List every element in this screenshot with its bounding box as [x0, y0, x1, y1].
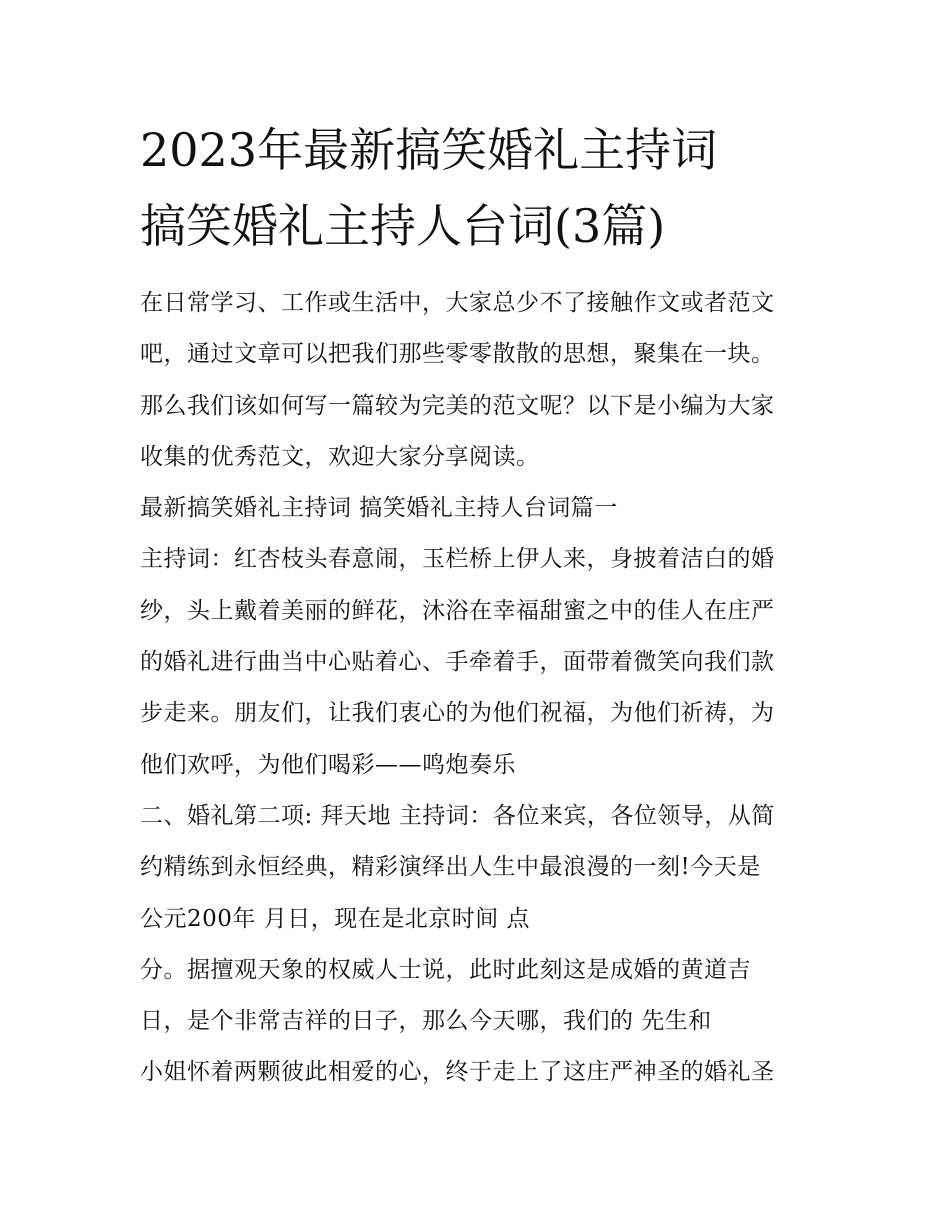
body-line: 那么我们该如何写一篇较为完美的范文呢？以下是小编为大家	[140, 392, 775, 419]
body-line: 的婚礼进行曲当中心贴着心、手牵着手，面带着微笑向我们款	[140, 649, 775, 676]
body-line: 在日常学习、工作或生活中，大家总少不了接触作文或者范文	[140, 290, 775, 316]
body-line: 日，是个非常吉祥的日子，那么今天哪，我们的 先生和	[140, 1008, 712, 1035]
body-line: 主持词：红杏枝头春意闹，玉栏桥上伊人来，身披着洁白的婚	[140, 546, 775, 573]
body-line: 步走来。朋友们，让我们衷心的为他们祝福，为他们祈祷，为	[140, 700, 775, 727]
title-line-2: 搞笑婚礼主持人台词(3篇)	[140, 199, 666, 253]
document-body	[140, 278, 820, 1099]
body-line: 收集的优秀范文，欢迎大家分享阅读。	[140, 443, 540, 470]
body-line: 约精练到永恒经典，精彩演绎出人生中最浪漫的一刻!今天是	[140, 854, 761, 881]
body-line: 分。据擅观天象的权威人士说，此时此刻这是成婚的黄道吉	[140, 956, 751, 983]
section-heading: 最新搞笑婚礼主持词 搞笑婚礼主持人台词篇一	[140, 495, 618, 522]
body-line: 纱，头上戴着美丽的鲜花，沐浴在幸福甜蜜之中的佳人在庄严	[140, 597, 775, 624]
document-title	[140, 112, 840, 264]
body-line: 他们欢呼，为他们喝彩——鸣炮奏乐	[140, 751, 516, 778]
body-line: 二、婚礼第二项: 拜天地 主持词：各位来宾，各位领导，从简	[140, 802, 775, 829]
title-line-1: 2023年最新搞笑婚礼主持词	[140, 123, 718, 177]
body-line: 吧，通过文章可以把我们那些零零散散的思想，聚集在一块。	[140, 341, 775, 368]
body-line: 公元200年 月日，现在是北京时间 点	[140, 905, 531, 932]
body-line: 小姐怀着两颗彼此相爱的心，终于走上了这庄严神圣的婚礼圣	[140, 1059, 775, 1086]
